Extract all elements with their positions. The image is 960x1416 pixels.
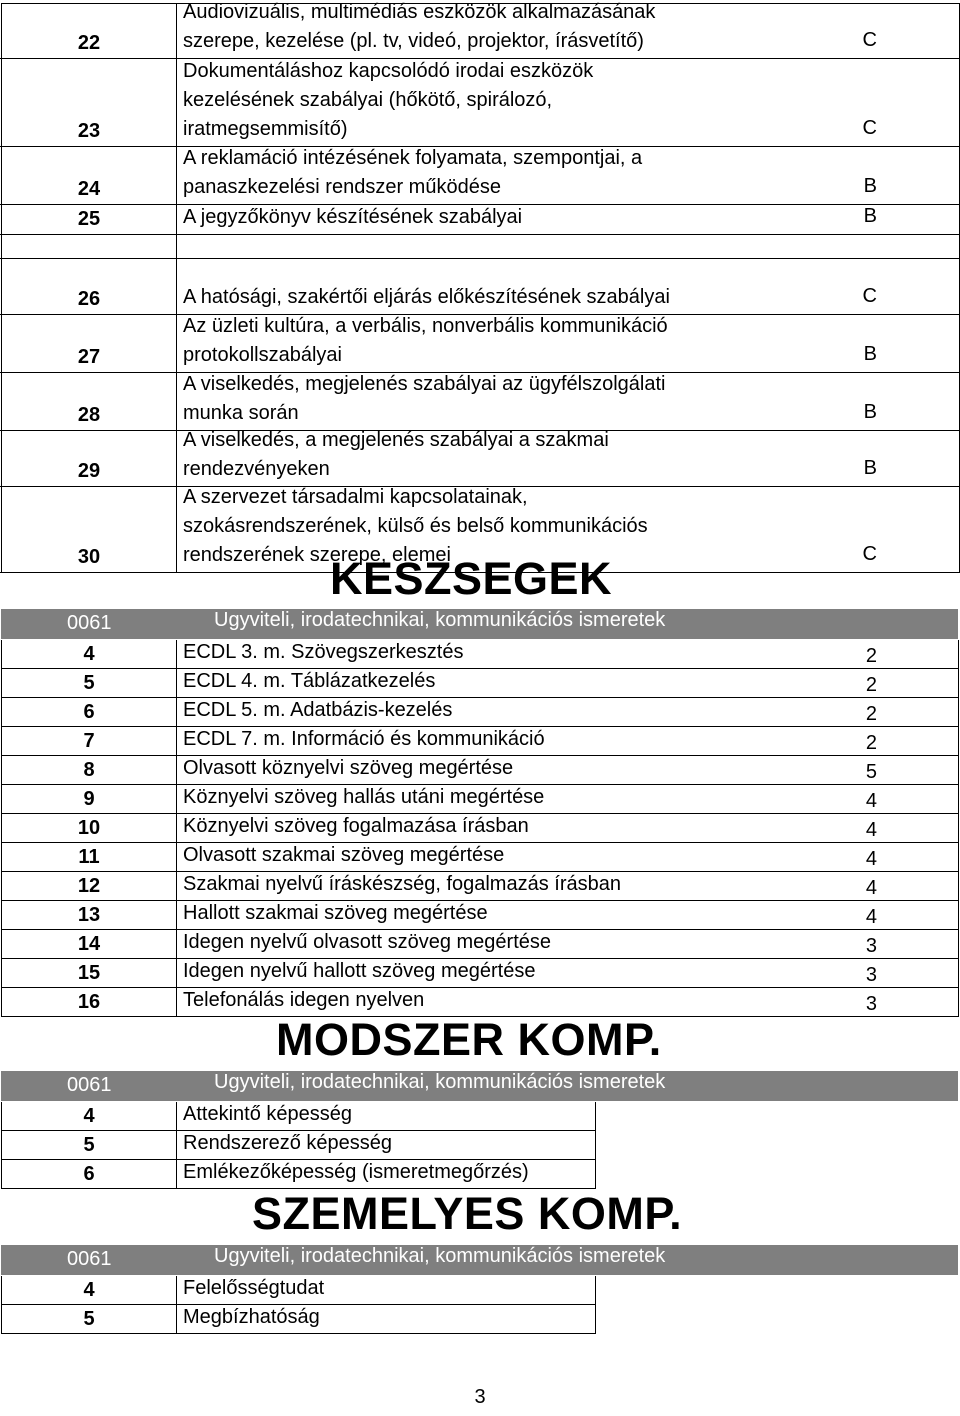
table-row [1,669,959,698]
row-text: Köznyelvi szöveg hallás utáni megértése [183,786,545,808]
table-row [1,698,959,727]
row-right-border [958,901,959,929]
row-text: Felelősségtudat [183,1277,325,1299]
table-row [1,1102,596,1131]
row-value: 2 [865,732,877,754]
row-number: 6 [1,698,177,726]
row-text-cell [177,205,960,234]
row-text-line: szokásrendszerének, külső és belső kommunikációs [183,515,648,537]
subject-header-bar [1,1245,958,1275]
row-text-line: protokollszabályai [183,344,342,366]
row-text-cell [177,59,960,146]
row-text-line: munka során [183,402,299,424]
subject-header-bar [1,609,958,639]
row-number: 13 [1,901,177,929]
table-row [1,930,959,959]
row-right-border [958,814,959,842]
row-number: 6 [1,1160,177,1188]
row-text: Rendszerező képesség [183,1132,393,1154]
table-row [0,205,960,235]
row-right-border [958,698,959,726]
row-right-border [958,930,959,958]
row-text-line: Dokumentáláshoz kapcsolódó irodai eszközök [183,60,594,82]
row-right-border [595,1160,596,1188]
table-row [1,988,959,1017]
table-row [0,315,960,373]
row-value: 3 [865,935,877,957]
row-number: 8 [1,756,177,784]
row-number: 10 [1,814,177,842]
row-value: 4 [865,877,877,899]
row-number: 4 [1,1276,177,1304]
row-text-line: szerepe, kezelése (pl. tv, videó, projektor, írásvetítő) [183,30,644,52]
row-text-line: iratmegsemmisítő) [183,118,348,140]
subject-header-bar [1,1071,958,1101]
table-row [1,1276,596,1305]
table-row [1,1131,596,1160]
table-row [1,756,959,785]
row-number: 4 [1,1102,177,1130]
table-row [0,259,960,315]
row-text-line: rendszerének szerepe, elemei [183,544,451,566]
row-level: C [862,29,877,51]
row-number: 24 [1,147,177,204]
row-number: 7 [1,727,177,755]
row-number: 22 [1,3,177,58]
row-text-cell [177,259,960,314]
subject-title: Ugyviteli, irodatechnikai, kommunikációs ismeretek [214,609,666,631]
row-right-border [958,640,959,668]
row-text: ECDL 7. m. Információ és kommunikáció [183,728,545,750]
row-level: B [863,457,877,479]
row-text-line: A viselkedés, megjelenés szabályai az ügyfélszolgálati [183,373,666,395]
table-row [1,872,959,901]
subject-title: Ugyviteli, irodatechnikai, kommunikációs ismeretek [214,1071,666,1093]
page-number: 3 [474,1386,486,1408]
subject-code: 0061 [67,1074,112,1096]
row-text: Idegen nyelvű hallott szöveg megértése [183,960,536,982]
row-value: 4 [865,906,877,928]
row-text: Szakmai nyelvű íráskészség, fogalmazás írásban [183,873,621,895]
row-text-line: rendezvényeken [183,458,330,480]
row-number: 12 [1,872,177,900]
row-value: 2 [865,645,877,667]
row-right-border [958,727,959,755]
row-right-border [595,1102,596,1130]
table-row [0,431,960,487]
row-text-line: A viselkedés, a megjelenés szabályai a szakmai [183,429,609,451]
row-right-border [595,1305,596,1333]
row-text: Telefonálás idegen nyelven [183,989,425,1011]
row-right-border [958,843,959,871]
row-text: Idegen nyelvű olvasott szöveg megértése [183,931,551,953]
row-text: ECDL 3. m. Szövegszerkesztés [183,641,464,663]
row-number: 16 [1,988,177,1016]
table-row [0,147,960,205]
row-value: 4 [865,848,877,870]
table-row [1,843,959,872]
row-right-border [595,1276,596,1304]
row-value: 3 [865,993,877,1015]
row-text-cell [177,315,960,372]
row-value: 4 [865,790,877,812]
row-number: 30 [1,487,177,572]
row-number-cell [1,235,177,258]
spacer-row [0,235,960,259]
row-right-border [958,959,959,987]
table-row [0,3,960,59]
row-number: 28 [1,373,177,430]
row-text-line: panaszkezelési rendszer működése [183,176,501,198]
row-text-cell [177,235,960,258]
row-number: 9 [1,785,177,813]
row-text: Megbízhatóság [183,1306,320,1328]
row-text-line: Az üzleti kultúra, a verbális, nonverbális kommunikáció [183,315,668,337]
row-text-line: A hatósági, szakértői eljárás előkészítésének szabályai [183,286,670,308]
row-text: ECDL 4. m. Táblázatkezelés [183,670,436,692]
row-number: 11 [1,843,177,871]
row-text-cell [177,431,960,486]
row-text: Köznyelvi szöveg fogalmazása írásban [183,815,529,837]
table-row [1,727,959,756]
row-text-cell [177,3,960,58]
table-row [1,1160,596,1189]
subject-code: 0061 [67,612,112,634]
row-text-line: A reklamáció intézésének folyamata, szempontjai, a [183,147,643,169]
row-number: 25 [1,205,177,234]
row-value: 5 [865,761,877,783]
row-value: 3 [865,964,877,986]
row-right-border [958,872,959,900]
row-text-cell [177,373,960,430]
section-title-keszsegek: KESZSEGEK [330,553,613,604]
row-level: B [863,401,877,423]
row-value: 2 [865,703,877,725]
table-row [0,373,960,431]
row-text-line: kezelésének szabályai (hőkötő, spirálozó, [183,89,553,111]
section-title-modszer: MODSZER KOMP. [276,1014,662,1065]
row-number: 14 [1,930,177,958]
table-row [1,1305,596,1334]
row-level: B [863,343,877,365]
table-row [1,785,959,814]
row-level: B [863,205,877,227]
row-value: 2 [865,674,877,696]
row-text: Olvasott szakmai szöveg megértése [183,844,505,866]
row-number: 15 [1,959,177,987]
row-right-border [595,1131,596,1159]
row-text: Attekintő képesség [183,1103,352,1125]
row-right-border [958,785,959,813]
row-number: 5 [1,669,177,697]
row-text-cell [177,147,960,204]
row-number: 23 [1,59,177,146]
row-number: 5 [1,1131,177,1159]
row-number: 27 [1,315,177,372]
row-number: 26 [1,259,177,314]
row-text-line: A szervezet társadalmi kapcsolatainak, [183,486,528,508]
table-row [0,59,960,147]
row-right-border [958,988,959,1016]
subject-title: Ugyviteli, irodatechnikai, kommunikációs ismeretek [214,1245,666,1267]
table-row [1,901,959,930]
row-value: 4 [865,819,877,841]
row-text: ECDL 5. m. Adatbázis-kezelés [183,699,453,721]
section-title-szemelyes: SZEMELYES KOMP. [252,1188,683,1239]
row-right-border [958,669,959,697]
row-level: C [862,543,877,565]
table-row [1,959,959,988]
table-row [1,640,959,669]
row-text: Emlékezőképesség (ismeretmegőrzés) [183,1161,529,1183]
row-text-line: Audiovizuális, multimédiás eszközök alkalmazásának [183,1,656,23]
row-text: Olvasott köznyelvi szöveg megértése [183,757,514,779]
row-number: 4 [1,640,177,668]
row-right-border [958,756,959,784]
row-level: C [862,285,877,307]
table-row [1,814,959,843]
subject-code: 0061 [67,1248,112,1270]
row-level: C [862,117,877,139]
row-text-line: A jegyzőkönyv készítésének szabályai [183,206,523,228]
row-number: 5 [1,1305,177,1333]
row-number: 29 [1,431,177,486]
row-text: Hallott szakmai szöveg megértése [183,902,488,924]
row-level: B [863,175,877,197]
